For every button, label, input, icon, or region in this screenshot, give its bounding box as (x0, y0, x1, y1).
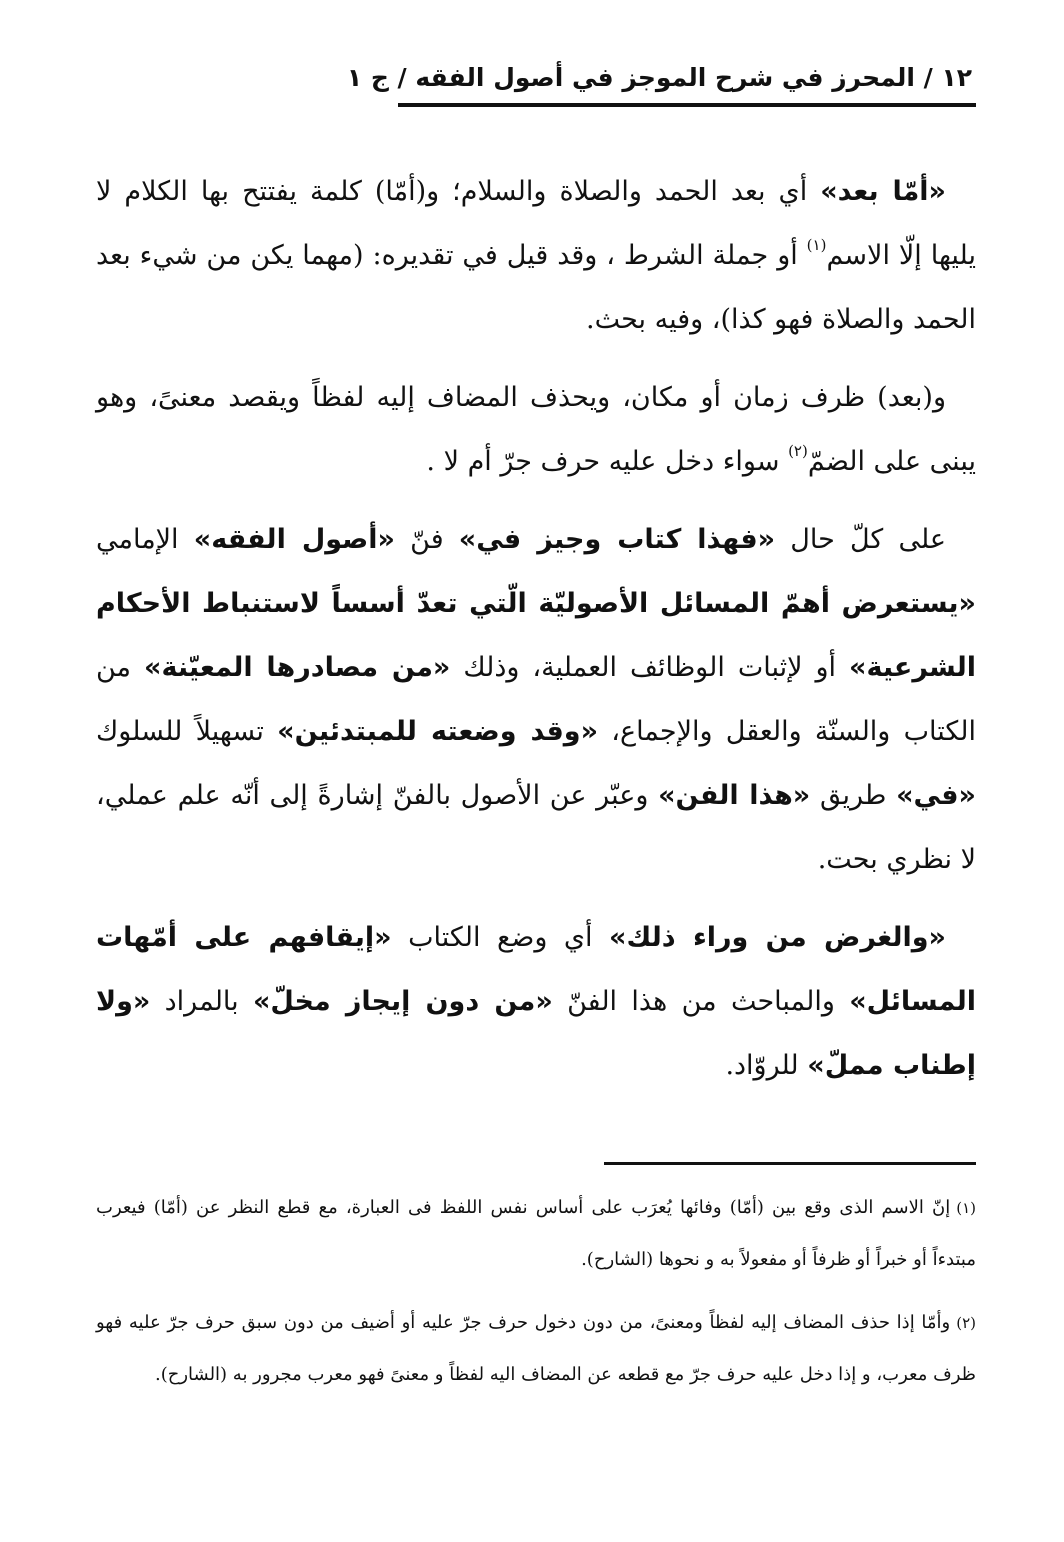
quoted-matn: «هذا الفن» (658, 780, 811, 811)
quoted-matn: «إيقافهم على أمّهات المسائل» (96, 922, 977, 1017)
running-header: ١٢ / المحرز في شرح الموجز في أصول الفقه / ج ١ (346, 63, 972, 92)
commentary-text: على كلّ حال (775, 524, 947, 555)
footnote-ref: (٢) (788, 442, 808, 460)
footnote-text: إنّ الاسم الذى وقع بين (أمّا) وفائها يُعرَب على أساس نفس اللفظ فى العبارة، مع قطع النظر عن (أمّا) فيعرب مبتدءاً أو خبراً أو ظرفاً أو مفعولاً به و نحوها (الشارح). (96, 1197, 976, 1270)
commentary-text: و(بعد) ظرف زمان أو مكان، ويحذف المضاف إليه لفظاً ويقصد معنىً، وهو يبنى على الضمّ (96, 382, 976, 477)
paragraph (96, 906, 976, 1098)
commentary-text: من الكتاب والسنّة والعقل والإجماع، (96, 652, 976, 747)
quoted-matn: «من دون إيجاز مخلّ» (252, 986, 553, 1017)
commentary-text: بالمراد (150, 986, 253, 1017)
quoted-matn: «من مصادرها المعيّنة» (144, 652, 451, 683)
commentary-text: تسهيلاً للسلوك (96, 716, 278, 747)
quoted-matn: «والغرض من وراء ذلك» (609, 922, 946, 953)
page-content (96, 0, 976, 1542)
commentary-text: فنّ (394, 524, 459, 555)
commentary-text: طريق (810, 780, 897, 811)
footnote (96, 1182, 976, 1285)
quoted-matn: «أمّا بعد» (820, 176, 946, 207)
commentary-text: للروّاد. (725, 1050, 808, 1081)
quoted-matn: «فهذا كتاب وجيز في» (458, 524, 776, 555)
footnote-ref: (١) (806, 236, 827, 254)
quoted-matn: «يستعرض أهمّ المسائل الأصوليّة الّتي تعدّ أسساً لاستنباط الأحكام الشرعية» (96, 588, 976, 683)
commentary-text: والمباحث من هذا الفنّ (552, 986, 850, 1017)
footnote-number: (١) (956, 1199, 976, 1217)
commentary-text: سواء دخل عليه حرف جرّ أم لا . (426, 446, 789, 477)
paragraph (96, 160, 976, 352)
footnotes (96, 1182, 976, 1412)
paragraph (96, 508, 976, 892)
commentary-text: وعبّر عن الأصول بالفنّ إشارةً إلى أنّه علم عملي، لا نظري بحت. (96, 780, 976, 875)
commentary-text: أي وضع الكتاب (391, 922, 610, 953)
quoted-matn: «في» (896, 780, 976, 811)
footnote (96, 1297, 976, 1400)
commentary-text: أو لإثبات الوظائف العملية، وذلك (450, 652, 850, 683)
footnote-text: وأمّا إذا حذف المضاف إليه لفظاً ومعنىً، من دون دخول حرف جرّ عليه أو أضيف من دون سبق حرف جرّ عليه فهو ظرف معرب، و إذا دخل عليه حرف جرّ مع قطعه عن المضاف اليه لفظاً و معنىً فهو معرب مجرور به (الشارح). (96, 1312, 976, 1385)
main-text (96, 160, 976, 1112)
footnote-number: (٢) (956, 1314, 977, 1332)
paragraph (96, 366, 976, 494)
quoted-matn: «ولا إطناب مملّ» (96, 986, 976, 1081)
footnote-separator (604, 1162, 976, 1165)
header-rule (398, 103, 976, 107)
commentary-text: أو جملة الشرط ، وقد قيل في تقديره: (مهما يكن من شيء بعد الحمد والصلاة فهو كذا)، وفيه بحث. (96, 240, 976, 335)
commentary-text: الإمامي (96, 524, 194, 555)
commentary-text: أي بعد الحمد والصلاة والسلام؛ و(أمّا) كلمة يفتتح بها الكلام لا يليها إلّا الاسم (96, 176, 976, 271)
quoted-matn: «أصول الفقه» (193, 524, 395, 555)
quoted-matn: «وقد وضعته للمبتدئين» (277, 716, 599, 747)
